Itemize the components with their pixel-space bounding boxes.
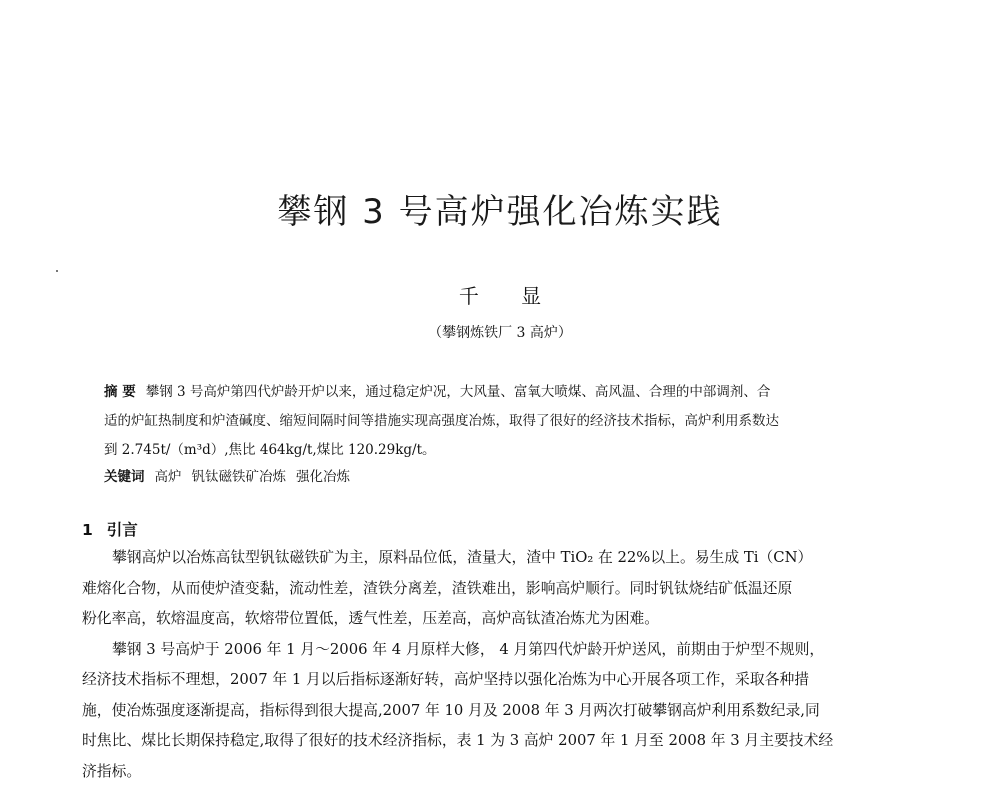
abstract-text: 攀钢 3 号高炉第四代炉龄开炉以来，通过稳定炉况，大风量、富氧大喷煤、高风温、合理的中部调剂、合 [146, 384, 771, 400]
keywords-label: 关键词 [104, 469, 145, 485]
author-name: 千 显 [0, 280, 1000, 309]
abstract-line [104, 378, 904, 407]
paragraph-line: 粉化率高，软熔温度高，软熔带位置低，透气性差，压差高，高炉高钛渣冶炼尤为困难。 [82, 604, 916, 635]
abstract-block [104, 378, 904, 465]
section-heading [82, 518, 138, 540]
abstract-label: 摘 要 [104, 384, 136, 400]
paragraph-line: 济指标。 [82, 757, 916, 787]
paragraph-line: 难熔化合物，从而使炉渣变黏，流动性差，渣铁分离差，渣铁难出，影响高炉顺行。同时钒钛烧结矿低温还原 [82, 574, 916, 605]
paragraph-line: 施，使冶炼强度逐渐提高，指标得到很大提高,2007 年 10 月及 2008 年 3 月两次打破攀钢高炉利用系数纪录,同 [82, 696, 916, 727]
section-title: 引言 [107, 521, 138, 539]
paragraph-line: 攀钢高炉以冶炼高钛型钒钛磁铁矿为主，原料品位低，渣量大，渣中 TiO₂ 在 22%以上。易生成 Ti（CN） [82, 543, 916, 574]
keyword-item: 强化冶炼 [296, 469, 350, 485]
keyword-item: 钒钛磁铁矿冶炼 [192, 469, 287, 485]
paper-title: 攀钢 3 号高炉强化冶炼实践 [0, 184, 1000, 233]
body-text [82, 543, 916, 787]
section-number: 1 [82, 521, 93, 539]
scan-speck [56, 270, 58, 272]
keyword-item: 高炉 [155, 469, 182, 485]
author-affiliation: （攀钢炼铁厂 3 高炉） [0, 322, 1000, 342]
paragraph-line: 经济技术指标不理想，2007 年 1 月以后指标逐渐好转，高炉坚持以强化冶炼为中心开展各项工作，采取各种措 [82, 665, 916, 696]
paragraph-line: 时焦比、煤比长期保持稳定,取得了很好的技术经济指标，表 1 为 3 高炉 2007 年 1 月至 2008 年 3 月主要技术经 [82, 726, 916, 757]
abstract-line: 到 2.745t/（m³d）,焦比 464kg/t,煤比 120.29kg/t。 [104, 436, 904, 465]
keywords-block [104, 465, 904, 485]
abstract-line: 适的炉缸热制度和炉渣碱度、缩短间隔时间等措施实现高强度冶炼，取得了很好的经济技术指标，高炉利用系数达 [104, 407, 904, 436]
paragraph-line: 攀钢 3 号高炉于 2006 年 1 月～2006 年 4 月原样大修， 4 月第四代炉龄开炉送风，前期由于炉型不规则， [82, 635, 916, 666]
